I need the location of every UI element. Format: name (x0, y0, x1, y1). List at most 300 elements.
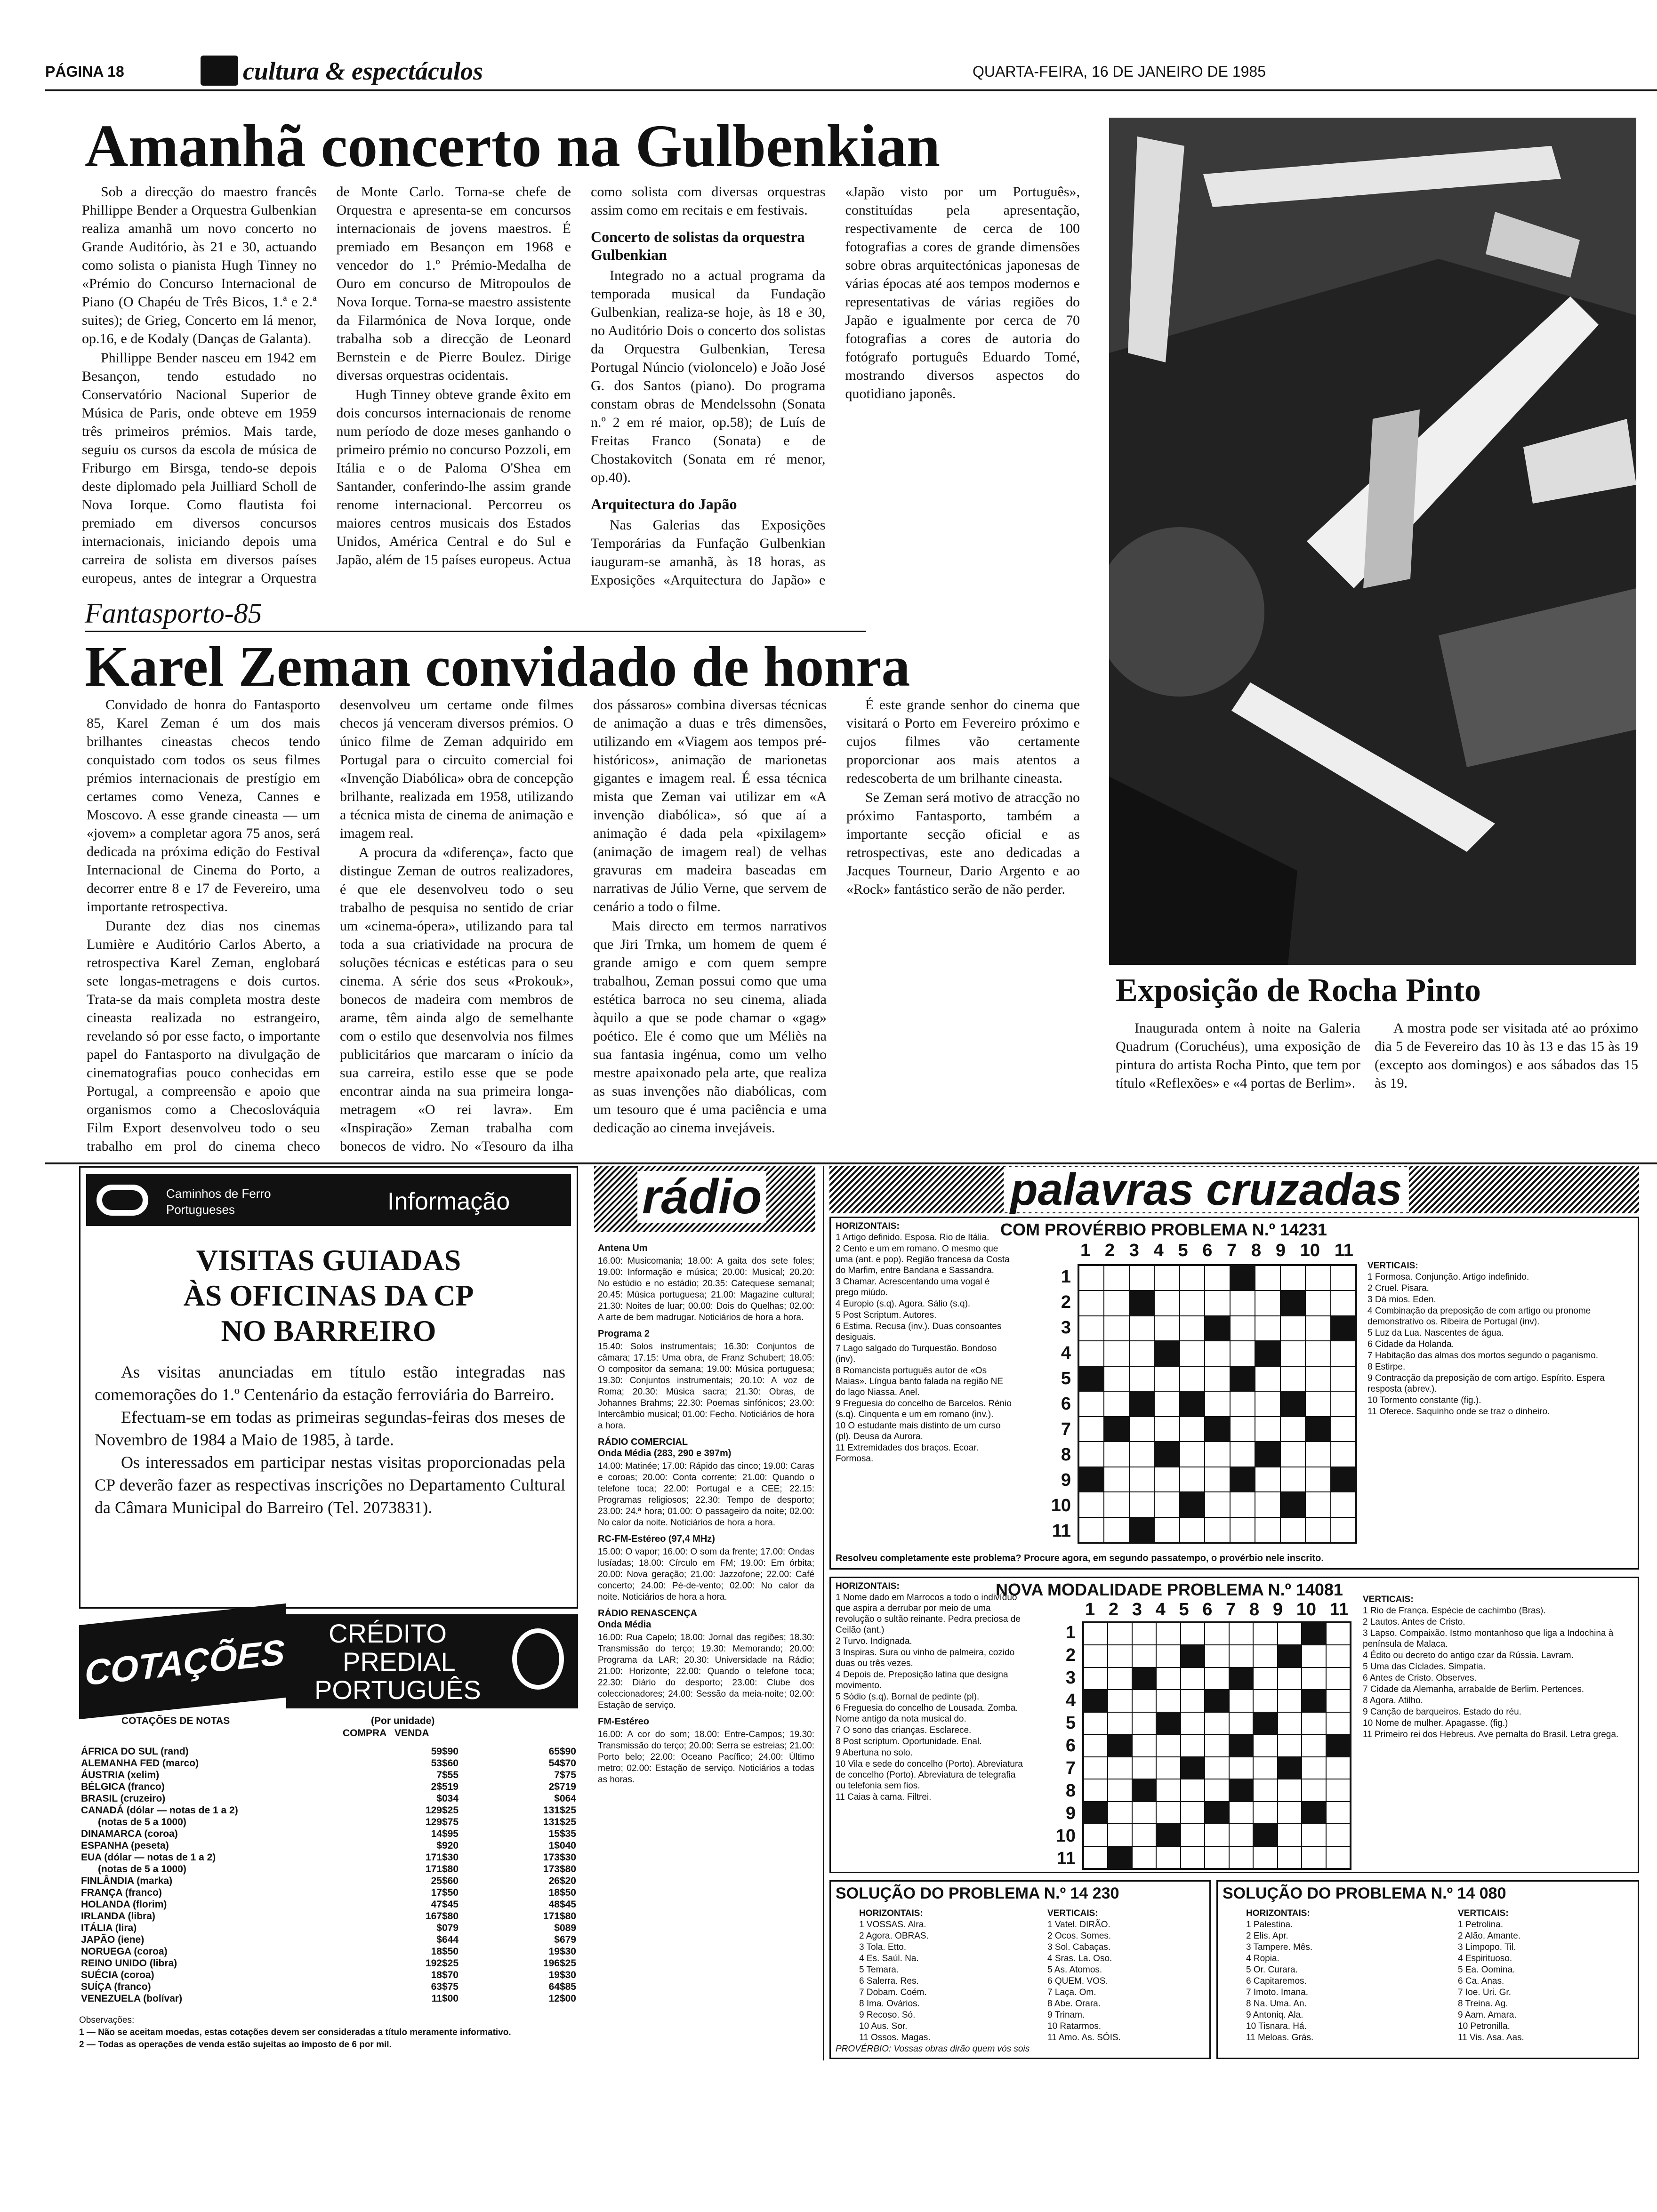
cw2-h-3: 3 Inspiras. Sura ou vinho de palmeira, cozido duas ou três vezes. (836, 1648, 1015, 1668)
sol1-v-1: 1 Vatel. DIRÃO. (1047, 1920, 1110, 1930)
cw-cell[interactable] (1229, 1757, 1253, 1779)
cw-cell[interactable] (1154, 1366, 1179, 1391)
cw-cell[interactable] (1132, 1623, 1156, 1645)
cw-cell[interactable] (1205, 1467, 1230, 1492)
cw-cell[interactable] (1205, 1779, 1229, 1801)
sol2-h-9: 9 Antoniq. Ala. (1246, 2010, 1303, 2020)
sol2-v-9: 9 Aam. Amara. (1458, 2010, 1517, 2020)
cw-cell[interactable] (1229, 1645, 1253, 1667)
cw-cell[interactable] (1129, 1341, 1154, 1366)
cw-cell[interactable] (1180, 1366, 1205, 1391)
cw-cell[interactable] (1302, 1824, 1326, 1846)
cw-cell[interactable] (1156, 1802, 1180, 1824)
cw-cell (1129, 1290, 1154, 1315)
cw-cell[interactable] (1181, 1846, 1205, 1868)
cw-cell[interactable] (1205, 1846, 1229, 1868)
cw-cell[interactable] (1079, 1316, 1104, 1341)
cw-cell[interactable] (1255, 1290, 1280, 1315)
cw-cell (1181, 1757, 1205, 1779)
cw-cell[interactable] (1331, 1442, 1356, 1467)
cw-cell[interactable] (1084, 1824, 1108, 1846)
cw2-v-9: 9 Canção de barqueiros. Estado do réu. (1363, 1707, 1521, 1717)
cw2-horiz-label: HORIZONTAIS: (836, 1581, 900, 1591)
sol2-heading: SOLUÇÃO DO PROBLEMA N.º 14 080 (1223, 1884, 1506, 1902)
cw-cell[interactable] (1205, 1757, 1229, 1779)
cw-cell[interactable] (1280, 1442, 1305, 1467)
cw-cell[interactable] (1154, 1517, 1179, 1542)
cw-cell[interactable] (1255, 1316, 1280, 1341)
cw-cell[interactable] (1280, 1316, 1305, 1341)
cw-cell[interactable] (1229, 1623, 1253, 1645)
cotacao-buy: 53$60 (431, 1758, 458, 1769)
cw-cell[interactable] (1181, 1824, 1205, 1846)
cw-cell[interactable] (1108, 1690, 1132, 1712)
cw-number: 4 (1065, 1690, 1076, 1710)
cotacao-sell: 171$80 (543, 1911, 576, 1922)
cw-cell (1230, 1266, 1255, 1290)
page-number: PÁGINA 18 (45, 63, 124, 80)
cw-cell[interactable] (1230, 1341, 1255, 1366)
cw-cell[interactable] (1205, 1492, 1230, 1517)
cw-cell (1108, 1846, 1132, 1868)
cw-cell[interactable] (1253, 1779, 1277, 1801)
cw-cell[interactable] (1156, 1623, 1180, 1645)
cp-para-3: Os interessados em participar nestas visitas proporcionadas pela CP deverão fazer as respectivas inscrições no Departamento Cultural da Câmara Municipal do Barreiro (Tel. 2073831). (95, 1453, 565, 1517)
cotacao-row (79, 1993, 578, 2004)
cw-cell[interactable] (1132, 1802, 1156, 1824)
cw-cell[interactable] (1255, 1417, 1280, 1442)
cw-cell[interactable] (1326, 1757, 1350, 1779)
cotacao-row (79, 1899, 578, 1910)
cw-cell (1104, 1417, 1129, 1442)
cw1-vert-label: VERTICAIS: (1367, 1261, 1418, 1271)
cw-cell[interactable] (1180, 1316, 1205, 1341)
cw1-h-8: 8 Romancista português autor de «Os Maias». Língua banto falada na região NE do lago Niassa. Anel. (836, 1366, 1003, 1397)
cw-cell[interactable] (1154, 1266, 1179, 1290)
cw-cell[interactable] (1079, 1492, 1104, 1517)
cotacao-currency: ÁUSTRIA (xelim) (81, 1770, 160, 1780)
cw-cell (1255, 1442, 1280, 1467)
cw-cell[interactable] (1132, 1757, 1156, 1779)
cw-cell[interactable] (1229, 1824, 1253, 1846)
cw-cell[interactable] (1132, 1712, 1156, 1734)
cw-cell[interactable] (1278, 1623, 1302, 1645)
cw-number: 7 (1227, 1241, 1237, 1260)
cw-number: 10 (1300, 1241, 1320, 1260)
cw-cell[interactable] (1154, 1316, 1179, 1341)
cw-cell[interactable] (1331, 1366, 1356, 1391)
cw-number: 4 (1061, 1343, 1071, 1363)
radio-listing-1: 16.00: Musicomania; 18.00: A gaita dos sete foles; 19.00: Informação e música; 20.00: Musical; 20.20: No estúdio e no estádio; 20.35: Catequese semanal; 20.45: Música portuguesa; 21.00: Magazine cultural; 21.30: Noites de luar; 00.00: Dois do Quelhas; 02.00: A arte de bem madrugar. Noticiários de hora a hora. (598, 1256, 814, 1322)
cw-cell (1180, 1391, 1205, 1416)
cw-cell[interactable] (1108, 1623, 1132, 1645)
cw-cell[interactable] (1181, 1690, 1205, 1712)
cotacoes-title: COTAÇÕES (85, 1632, 285, 1693)
cw-cell[interactable] (1302, 1779, 1326, 1801)
cw-cell[interactable] (1104, 1341, 1129, 1366)
cw1-h-3: 3 Chamar. Acrescentando uma vogal é prego miúdo. (836, 1277, 990, 1298)
cw-cell[interactable] (1129, 1266, 1154, 1290)
cw-cell[interactable] (1132, 1734, 1156, 1756)
cotacao-currency: REINO UNIDO (libra) (81, 1958, 177, 1969)
cw-cell[interactable] (1255, 1366, 1280, 1391)
sol1-v-4: 4 Sras. La. Oso. (1047, 1954, 1112, 1964)
cw-cell[interactable] (1302, 1846, 1326, 1868)
cw-cell[interactable] (1108, 1667, 1132, 1690)
cw-cell[interactable] (1278, 1734, 1302, 1756)
cw-cell[interactable] (1079, 1517, 1104, 1542)
cw-cell[interactable] (1331, 1492, 1356, 1517)
radio-station-comercial-band: Onda Média (283, 290 e 397m) (598, 1448, 732, 1459)
cw-cell[interactable] (1180, 1517, 1205, 1542)
cw-cell[interactable] (1278, 1824, 1302, 1846)
cw-cell (1302, 1690, 1326, 1712)
cw-cell[interactable] (1156, 1690, 1180, 1712)
cw-cell[interactable] (1205, 1667, 1229, 1690)
cw2-vert-clues (1363, 1594, 1631, 1740)
cw2-h-9: 9 Abertuna no solo. (836, 1748, 913, 1758)
cw-cell[interactable] (1132, 1846, 1156, 1868)
sol2-h-1: 1 Palestina. (1246, 1920, 1293, 1930)
cw-cell[interactable] (1180, 1442, 1205, 1467)
cw-cell[interactable] (1104, 1442, 1129, 1467)
sol2-h-7: 7 Imoto. Imana. (1246, 1988, 1309, 1997)
cw-cell[interactable] (1326, 1824, 1350, 1846)
radio-station-programa-2: Programa 2 (598, 1329, 650, 1339)
cotacoes-head-buy: COMPRA (343, 1728, 387, 1739)
cotacao-currency: BÉLGICA (franco) (81, 1781, 165, 1792)
cw-cell[interactable] (1129, 1366, 1154, 1391)
cotacao-currency: BRASIL (cruzeiro) (81, 1793, 166, 1804)
cw-cell[interactable] (1302, 1712, 1326, 1734)
cw-cell[interactable] (1326, 1802, 1350, 1824)
cw-cell[interactable] (1205, 1366, 1230, 1391)
cw-cell[interactable] (1230, 1290, 1255, 1315)
cw-cell[interactable] (1326, 1645, 1350, 1667)
cw-cell[interactable] (1280, 1366, 1305, 1391)
cw1-grid[interactable] (1078, 1264, 1357, 1544)
cw-cell[interactable] (1104, 1391, 1129, 1416)
cw-cell[interactable] (1104, 1266, 1129, 1290)
cw-number: 7 (1065, 1758, 1076, 1778)
cw1-v-4: 4 Combinação da preposição de com artigo ou pronome demonstrativo os. Ribeira de Portugal (inv). (1367, 1306, 1591, 1327)
cw-number: 7 (1061, 1419, 1071, 1439)
cw-cell[interactable] (1205, 1824, 1229, 1846)
cw-number: 3 (1065, 1667, 1076, 1688)
cw-cell[interactable] (1280, 1417, 1305, 1442)
cw-cell[interactable] (1278, 1802, 1302, 1824)
cw2-grid[interactable] (1082, 1621, 1351, 1870)
cw-cell[interactable] (1305, 1316, 1330, 1341)
cw-cell[interactable] (1205, 1290, 1230, 1315)
cw2-h-2: 2 Turvo. Indignada. (836, 1636, 912, 1646)
cw-cell[interactable] (1331, 1341, 1356, 1366)
cw-cell[interactable] (1229, 1802, 1253, 1824)
cw1-v-9: 9 Contracção da preposição de com artigo. Espírito. Espera resposta (abrev.). (1367, 1373, 1605, 1394)
cw-cell[interactable] (1079, 1391, 1104, 1416)
cw-cell[interactable] (1326, 1623, 1350, 1645)
cw-cell[interactable] (1084, 1846, 1108, 1868)
cw-cell[interactable] (1132, 1645, 1156, 1667)
cw-cell[interactable] (1129, 1467, 1154, 1492)
cw-cell[interactable] (1180, 1266, 1205, 1290)
cw-cell[interactable] (1280, 1266, 1305, 1290)
cw-cell[interactable] (1108, 1779, 1132, 1801)
sol2-v-1: 1 Petrolina. (1458, 1920, 1504, 1930)
cw-cell[interactable] (1132, 1690, 1156, 1712)
cotacao-sell: 18$50 (548, 1887, 576, 1898)
cotacao-currency: VENEZUELA (bolívar) (81, 1993, 183, 2004)
radio-listing-4: 15.00: O vapor; 16.00: O som da frente; 17.00: Ondas lusíadas; 18.00: Círculo em FM; 19.00: Em órbita; 20.00: Nova geração; 21.00: Jazzofone; 22.00: Café concerto; 24.00: Pé-de-vento; 02.00: No calor da noite. Noticiários de hora a hora. (598, 1547, 814, 1602)
cw-cell[interactable] (1205, 1341, 1230, 1366)
cw-cell[interactable] (1331, 1266, 1356, 1290)
cw-cell[interactable] (1205, 1391, 1230, 1416)
cw-cell[interactable] (1255, 1517, 1280, 1542)
cw-cell[interactable] (1108, 1824, 1132, 1846)
cw-cell[interactable] (1305, 1467, 1330, 1492)
cw-cell[interactable] (1302, 1757, 1326, 1779)
cw-cell[interactable] (1230, 1391, 1255, 1416)
cw-cell[interactable] (1253, 1623, 1277, 1645)
cw1-h-6: 6 Estima. Recusa (inv.). Duas consoantes desiguais. (836, 1322, 1002, 1342)
cw-cell[interactable] (1156, 1846, 1180, 1868)
cw-cell (1229, 1779, 1253, 1801)
cw-cell[interactable] (1326, 1712, 1350, 1734)
cw-cell[interactable] (1104, 1316, 1129, 1341)
sol1-h-8: 8 Ima. Ovários. (859, 1999, 920, 2009)
cw-cell[interactable] (1104, 1467, 1129, 1492)
rocha-col-1 (1116, 1019, 1360, 1093)
cw-cell[interactable] (1180, 1290, 1205, 1315)
cw-cell[interactable] (1205, 1734, 1229, 1756)
cw-cell[interactable] (1181, 1667, 1205, 1690)
sol1-v-3: 3 Sol. Cabaças. (1047, 1942, 1111, 1952)
cw-cell[interactable] (1079, 1442, 1104, 1467)
cw-cell[interactable] (1181, 1712, 1205, 1734)
cw-cell[interactable] (1255, 1467, 1280, 1492)
cotacao-buy: 171$80 (425, 1864, 458, 1875)
cw-cell[interactable] (1084, 1667, 1108, 1690)
cw-cell[interactable] (1305, 1492, 1330, 1517)
cw-cell[interactable] (1084, 1623, 1108, 1645)
cw-cell[interactable] (1302, 1734, 1326, 1756)
cw1-h-2: 2 Cento e um em romano. O mesmo que uma (ant. e pop). Região francesa da Costa do Marfim, entre Bandana e Sassandra. (836, 1244, 1010, 1275)
cw-cell[interactable] (1084, 1712, 1108, 1734)
cw-cell[interactable] (1229, 1712, 1253, 1734)
cw-cell[interactable] (1181, 1623, 1205, 1645)
cw-cell[interactable] (1205, 1266, 1230, 1290)
cw-cell[interactable] (1104, 1366, 1129, 1391)
cw-cell[interactable] (1084, 1779, 1108, 1801)
cw-cell[interactable] (1255, 1391, 1280, 1416)
cw-cell[interactable] (1079, 1290, 1104, 1315)
sol1-h-2: 2 Agora. OBRAS. (859, 1931, 929, 1941)
cw-cell[interactable] (1154, 1290, 1179, 1315)
sol2-h-5: 5 Or. Curara. (1246, 1965, 1298, 1975)
sol1-h-6: 6 Salerra. Res. (859, 1976, 919, 1986)
zeman-body (87, 696, 1080, 1157)
cw-cell[interactable] (1129, 1492, 1154, 1517)
cw-cell[interactable] (1132, 1824, 1156, 1846)
cw-cell[interactable] (1205, 1442, 1230, 1467)
cw-cell[interactable] (1156, 1734, 1180, 1756)
cw-cell[interactable] (1108, 1802, 1132, 1824)
cw-cell[interactable] (1205, 1712, 1229, 1734)
cotacao-buy: 18$50 (431, 1946, 458, 1957)
cw-cell[interactable] (1156, 1779, 1180, 1801)
cw-cell[interactable] (1302, 1645, 1326, 1667)
cw-cell[interactable] (1181, 1802, 1205, 1824)
cw-cell[interactable] (1230, 1492, 1255, 1517)
cw-cell (1205, 1316, 1230, 1341)
cw-cell[interactable] (1205, 1623, 1229, 1645)
cw-cell[interactable] (1079, 1266, 1104, 1290)
cw-cell[interactable] (1084, 1757, 1108, 1779)
cw-cell[interactable] (1253, 1645, 1277, 1667)
cw-cell[interactable] (1305, 1517, 1330, 1542)
cw-cell[interactable] (1305, 1290, 1330, 1315)
cw-cell[interactable] (1278, 1712, 1302, 1734)
cw-cell[interactable] (1079, 1417, 1104, 1442)
cw-cell[interactable] (1079, 1341, 1104, 1366)
cw-cell[interactable] (1305, 1366, 1330, 1391)
cw-cell[interactable] (1230, 1442, 1255, 1467)
cw-cell[interactable] (1331, 1517, 1356, 1542)
cw-cell[interactable] (1305, 1391, 1330, 1416)
cw-cell[interactable] (1305, 1341, 1330, 1366)
cw1-v-8: 8 Estirpe. (1367, 1362, 1406, 1372)
cw-cell[interactable] (1205, 1645, 1229, 1667)
cw-cell[interactable] (1104, 1290, 1129, 1315)
crossword-banner (829, 1166, 1639, 1213)
cotacao-sell: $679 (554, 1934, 576, 1945)
cw-cell[interactable] (1280, 1517, 1305, 1542)
zeman-headline: Karel Zeman convidado de honra (85, 635, 910, 698)
cw-cell[interactable] (1180, 1341, 1205, 1366)
cotacao-sell: 19$30 (548, 1970, 576, 1980)
cw-cell[interactable] (1181, 1779, 1205, 1801)
cw-cell[interactable] (1108, 1645, 1132, 1667)
cw-cell[interactable] (1278, 1690, 1302, 1712)
cotacoes-table-wrap (79, 1715, 578, 2050)
cw1-h-10: 10 O estudante mais distinto de um curso (pl). Deusa da Aurora. (836, 1421, 1001, 1442)
cw-cell (1230, 1467, 1255, 1492)
zeman-para-3: A procura da «diferença», facto que distingue Zeman de outros realizadores, é que ele desenvolveu todo o seu trabalho de pesquisa no sentido de criar um «cinema-ópera», utilizando para tal toda a sua criatividade na procura de soluções técnicas e estéticas para o seu cinema. A série dos seus «Prokouk», bonecos de madeira com membros de arame, têm ainda algo de semelhante com o estilo que desenvolvia nos filmes publicitários que marcaram o início da sua carreira, estilo esse que se pode encontrar ainda na sua primeira longa-metragem «O rei lavra». Em «Inspiração» Zeman trabalha com bonecos de vidro. No «Tesouro da ilha dos pássaros» combina diversas técnicas de animação a duas e três dimensões, utilizando em «Viagem aos tempos pré-históricos», animação de marionetas gigantes e imagem real. É essa técnica mista que Zeman vai utilizar em «A invenção diabólica», só que aí a animação é dada pela «pixilagem» (animação de imagem real) de velhas gravuras em madeira baseadas em narrativas de Júlio Verne, que servem de cenário a todo o filme. (340, 697, 827, 1154)
cw-cell[interactable] (1253, 1846, 1277, 1868)
radio-listing-3: 14.00: Matinée; 17.00: Rápido das cinco; 19.00: Caras e coroas; 20.00: Conta corrente; 21.00: Quando o telefone toca; 22.00: Portugal e a CEE; 22.15: Programas religiosos; 22.30: Tempo de desporto; 23.00: 24.ª hora; 01.00: O passageiro da noite; 02.00: No calor da noite. Noticiários de hora a hora. (598, 1461, 814, 1528)
cw-cell[interactable] (1331, 1391, 1356, 1416)
gulbenkian-para-2: Phillippe Bender nasceu em 1942 em Besançon, tendo estudado no Conservatório Nacional Superior de Música de Paris, onde obteve em 1959 três primeiros prémios. Mais tarde, seguiu os cursos da escola de música de Friburgo em Birsga, tendo-se depois deste diplomado pela Juilliard Scholl de Nova Iorque. Como flautista foi premiado em diversos concursos internacionais, iniciando depois uma carreira de solista em diversos países europeus, antes de integrar a Orquestra de Monte Carlo. Torna-se chefe de Orquestra e apresenta-se em concursos internacionais de jovens maestros. É premiado em Besançon em 1968 e vencedor do 1.º Prémio-Medalha de Ouro em concurso de Mitropoulos de Nova Iorque. Torna-se maestro assistente da Filarmónica de Nova Iorque, onde trabalha sob a direcção de Leonard Bernstein e de Pierre Boulez. Dirige diversas orquestras ocidentais. (82, 184, 571, 586)
cw-cell[interactable] (1326, 1779, 1350, 1801)
cw-cell[interactable] (1129, 1316, 1154, 1341)
cw-cell[interactable] (1253, 1734, 1277, 1756)
cw-cell[interactable] (1278, 1779, 1302, 1801)
cw-cell[interactable] (1230, 1316, 1255, 1341)
cw-cell[interactable] (1278, 1846, 1302, 1868)
cw-cell[interactable] (1180, 1467, 1205, 1492)
cw-cell[interactable] (1326, 1690, 1350, 1712)
cotacoes-spacer (79, 1728, 343, 1739)
cotacao-currency: ESPANHA (peseta) (81, 1840, 169, 1851)
cw-cell[interactable] (1229, 1846, 1253, 1868)
cw-cell[interactable] (1331, 1290, 1356, 1315)
cotacao-row (79, 1934, 578, 1946)
cw-cell[interactable] (1229, 1690, 1253, 1712)
cw-cell[interactable] (1253, 1802, 1277, 1824)
cotacao-buy: $079 (436, 1923, 458, 1933)
cw-cell[interactable] (1154, 1467, 1179, 1492)
sol1-h-4: 4 Es. Saúl. Na. (859, 1954, 919, 1964)
cw-cell[interactable] (1156, 1667, 1180, 1690)
cotacoes-head (79, 1715, 578, 1727)
cw2-h-1: 1 Nome dado em Marrocos a todo o indivíduo que aspira a derrubar por meio de uma revolução o sultão reinante. Pedra preciosa de Ceilão (ant.) (836, 1593, 1021, 1635)
cw-cell[interactable] (1205, 1517, 1230, 1542)
cw-cell[interactable] (1278, 1667, 1302, 1690)
cw-cell[interactable] (1104, 1517, 1129, 1542)
cw-cell[interactable] (1181, 1734, 1205, 1756)
cw-cell[interactable] (1104, 1492, 1129, 1517)
cw-cell (1302, 1802, 1326, 1824)
cw-cell[interactable] (1326, 1667, 1350, 1690)
cw-cell[interactable] (1084, 1645, 1108, 1667)
sol1-v-9: 9 Trinam. (1047, 2010, 1085, 2020)
cw-cell[interactable] (1108, 1712, 1132, 1734)
cw-cell[interactable] (1253, 1690, 1277, 1712)
cw-cell[interactable] (1326, 1846, 1350, 1868)
cw-number: 3 (1061, 1317, 1071, 1338)
cw-cell[interactable] (1154, 1391, 1179, 1416)
cw-cell (1229, 1667, 1253, 1690)
cotacao-buy: 18$70 (431, 1970, 458, 1980)
cw-cell (1230, 1366, 1255, 1391)
cw2-h-6: 6 Freguesia do concelho de Lousada. Zomba. Nome antigo da nota musical do. (836, 1703, 1018, 1724)
cw-cell[interactable] (1302, 1667, 1326, 1690)
cp-ad (79, 1166, 578, 1609)
cw-cell[interactable] (1280, 1341, 1305, 1366)
cotacao-sell: 173$30 (543, 1852, 576, 1863)
cw-cell[interactable] (1331, 1417, 1356, 1442)
cw-cell[interactable] (1230, 1517, 1255, 1542)
cw-cell[interactable] (1255, 1492, 1280, 1517)
cw-cell[interactable] (1129, 1417, 1154, 1442)
cw1-v-6: 6 Cidade da Holanda. (1367, 1339, 1454, 1349)
sol1-proverb: PROVÉRBIO: Vossas obras dirão quem vós sois (836, 2044, 1030, 2054)
cw-number: 9 (1272, 1600, 1283, 1619)
cw-cell[interactable] (1230, 1417, 1255, 1442)
cw-cell[interactable] (1129, 1442, 1154, 1467)
cw-cell[interactable] (1156, 1645, 1180, 1667)
cp-para-1: As visitas anunciadas em título estão integradas nas comemorações do 1.º Centenário da estação ferroviária do Barreiro. (95, 1362, 565, 1404)
cw-cell[interactable] (1305, 1266, 1330, 1290)
cw-cell[interactable] (1255, 1266, 1280, 1290)
cw-cell[interactable] (1180, 1417, 1205, 1442)
cw1-h-4: 4 Europio (s.q). Agora. Sálio (s.q). (836, 1299, 971, 1309)
cotacao-row (79, 1969, 578, 1981)
zeman-para-4: Mais directo em termos narrativos que Jiri Trnka, um homem de quem é grande amigo e com quem sempre trabalhou, Zeman possui como que uma estética barroca no seu cinema, aliada àquilo a que se pode chamar o «gag» poético. Ele é como que um Méliès na sua fantasia ingénua, como um velho mestre apaixonado pela arte, que realiza as suas invenções não diabólicas, com um tesouro que é uma paciência e uma dedicação ao cinema invejáveis. (593, 918, 827, 1136)
cw-cell[interactable] (1156, 1757, 1180, 1779)
cw-cell[interactable] (1280, 1467, 1305, 1492)
cw-cell[interactable] (1084, 1734, 1108, 1756)
sol2-v-6: 6 Ca. Anas. (1458, 1976, 1504, 1986)
cw-cell[interactable] (1154, 1417, 1179, 1442)
cw-cell[interactable] (1253, 1757, 1277, 1779)
cw-cell[interactable] (1108, 1757, 1132, 1779)
zeman-para-6: Se Zeman será motivo de atracção no próximo Fantasporto, também a importante secção oficial e as retrospectivas, este ano dedicadas a Jacques Tourneur, Dario Argento e ao «Rock» fantástico serão de não perder. (846, 790, 1080, 897)
sol2-h-3: 3 Tampere. Mês. (1246, 1942, 1313, 1952)
cw-cell[interactable] (1154, 1492, 1179, 1517)
cw-cell[interactable] (1253, 1667, 1277, 1690)
cw-cell[interactable] (1305, 1442, 1330, 1467)
